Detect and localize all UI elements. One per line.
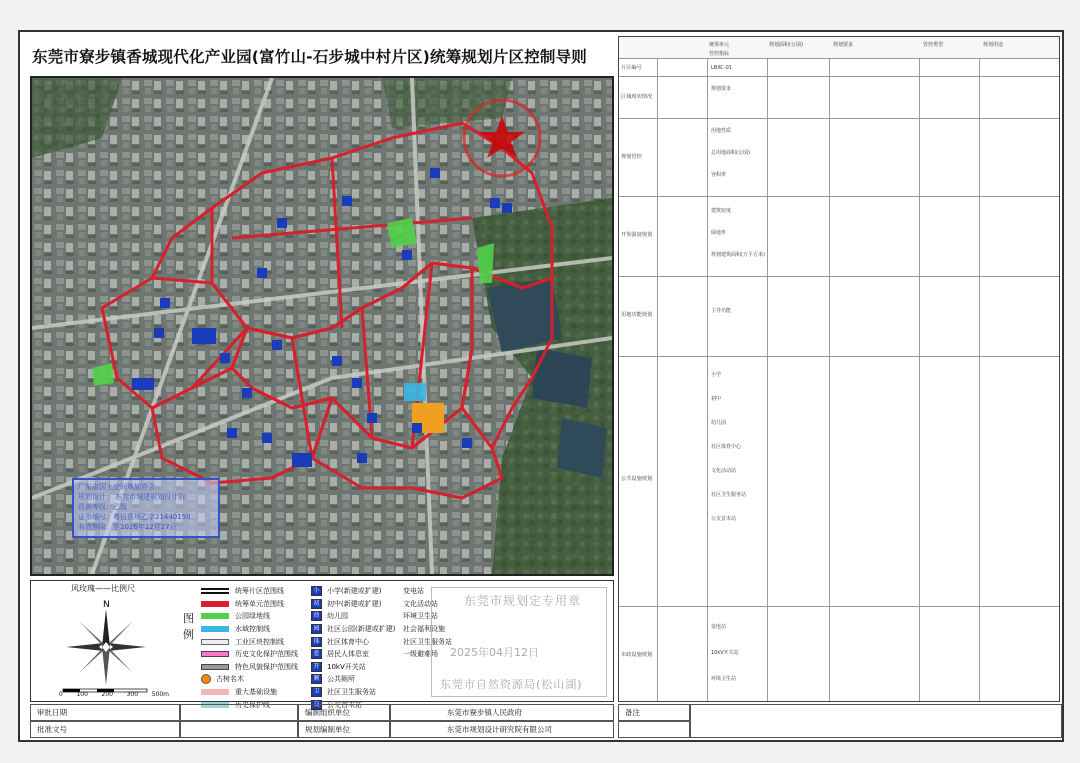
legend-item	[201, 648, 298, 661]
control-table	[618, 36, 1060, 702]
seal-date: 2025年04月12日	[450, 646, 539, 659]
seal-org: 东莞市自然资源局(松山湖)	[440, 678, 583, 691]
legend-item	[311, 686, 395, 699]
table-cell: 规划用途	[983, 42, 1004, 48]
remarks-text	[690, 704, 1062, 738]
table-cell: 10kV开关站	[711, 650, 739, 656]
legend-item	[311, 648, 395, 661]
table-cell: 公园绿地线	[235, 612, 270, 621]
table-cell: 规划建筑面积(万平方米)	[711, 252, 765, 258]
design-label: 规划编制单位	[298, 721, 390, 738]
table-row	[619, 59, 1059, 77]
table-cell: 社区卫生服务站	[711, 492, 747, 498]
table-cell: 社会福利设施	[403, 625, 445, 634]
table-cell: 环境卫生站	[711, 676, 737, 682]
table-cell: 历史保护线	[235, 700, 270, 709]
footer-table	[30, 704, 1062, 738]
legend-item	[201, 585, 298, 598]
table-cell: 公交首末站	[711, 516, 737, 522]
table-row	[619, 607, 1059, 702]
qualification-stamp	[72, 478, 220, 538]
table-cell: 水域控制线	[235, 625, 270, 634]
table-row	[619, 77, 1059, 119]
legend-title: 图例	[183, 612, 194, 641]
table-cell	[201, 639, 229, 645]
table-row	[619, 119, 1059, 197]
remarks-label-2	[618, 721, 690, 738]
table-cell: 社区公园(新建或扩建)	[327, 625, 396, 634]
table-cell: 重大基础设施	[235, 688, 277, 697]
scale-tick: 100	[76, 691, 88, 698]
table-cell: 社区卫生服务站	[327, 688, 376, 697]
legend-panel	[30, 580, 614, 709]
table-cell: 主导功能	[711, 308, 732, 314]
scale-ticks	[59, 691, 169, 698]
table-cell	[201, 689, 229, 695]
table-cell: 总用地面积(公顷)	[711, 150, 750, 156]
scale-tick: 500m	[151, 691, 169, 698]
stamp-line-5: 有效期限：至2026年12月27日	[78, 523, 177, 531]
table-cell: 社区卫生服务站	[403, 637, 452, 646]
stamp-line-4: 证书编号：粤自资规乙字21440150	[78, 513, 191, 521]
legend-item	[311, 661, 395, 674]
table-cell: 初中(新建或扩建)	[327, 599, 382, 608]
legend-item	[201, 635, 298, 648]
approve-date-label: 审批日期	[30, 704, 180, 721]
table-cell: 规划要求	[711, 86, 732, 92]
table-cell: 公共厕所	[327, 675, 355, 684]
table-cell: 市政设施规划	[621, 652, 653, 658]
table-cell: 息	[311, 649, 322, 659]
scale-tick: 300	[126, 691, 139, 698]
approval-seal	[431, 587, 607, 697]
table-cell: 园	[311, 624, 322, 634]
table-cell	[201, 601, 229, 607]
page-title: 东莞市寮步镇香城现代化产业园(富竹山-石步城中村片区)统筹规划片区控制导则	[32, 48, 588, 66]
table-cell: 管控类型	[923, 42, 944, 48]
table-cell: 建筑密度	[711, 208, 732, 214]
table-cell: 开	[311, 662, 322, 672]
table-cell: 绿地率	[711, 230, 727, 236]
table-cell: LBXC-01	[711, 65, 732, 71]
table-cell: 体	[311, 637, 322, 647]
table-cell: 统筹片区范围线	[235, 587, 284, 596]
table-cell: 规划要求	[833, 42, 854, 48]
legend-item	[201, 661, 298, 674]
legend-column-1	[201, 585, 298, 711]
table-cell	[201, 664, 229, 670]
legend-item	[311, 598, 395, 611]
table-cell: 变电站	[403, 587, 424, 596]
stamp-line-3: 资质等级：乙级	[78, 503, 127, 511]
remarks-label: 备注	[618, 704, 690, 721]
table-cell: 变电站	[711, 624, 727, 630]
table-cell: 幼	[311, 611, 322, 621]
legend-item	[311, 610, 395, 623]
table-cell: 开发强度规划	[621, 232, 653, 238]
table-row	[619, 197, 1059, 277]
table-cell: 小	[311, 586, 322, 596]
scale-label: 风玫瑰——比例尺	[71, 584, 135, 593]
table-cell: 管控指标	[709, 51, 730, 57]
table-row	[619, 357, 1059, 607]
table-cell: 工业区块控制线	[235, 637, 284, 646]
legend-item	[201, 686, 298, 699]
table-cell: 环境卫生站	[403, 612, 438, 621]
legend-item	[201, 610, 298, 623]
table-cell: 统筹单元范围线	[235, 599, 284, 608]
table-cell: 社区体育中心	[327, 637, 369, 646]
table-cell: 公共设施规划	[621, 476, 653, 482]
table-cell: 公交首末站	[327, 700, 362, 709]
table-cell: 卫	[311, 687, 322, 697]
legend-item	[311, 623, 395, 636]
stamp-line-1: 广东省国土空间规划协会	[78, 483, 155, 491]
legend-item	[201, 598, 298, 611]
approve-date-value	[180, 704, 298, 721]
table-cell: 交	[311, 700, 322, 710]
table-cell: 厕	[311, 674, 322, 684]
table-cell: 幼儿园	[711, 420, 727, 426]
table-cell	[201, 674, 211, 684]
org-label: 编制组织单位	[298, 704, 390, 721]
table-cell: 区域现状情况	[621, 94, 653, 100]
table-cell: 古树名木	[216, 675, 244, 684]
org-value: 东莞市寮步镇人民政府	[390, 704, 614, 721]
table-cell: 用地功能规划	[621, 312, 653, 318]
table-cell: 初	[311, 599, 322, 609]
table-cell	[201, 651, 229, 657]
stamp-line-2: 规划设计： 东莞市城建规划设计院	[78, 493, 186, 501]
table-cell: 文化活动站	[711, 468, 737, 474]
table-cell	[201, 588, 229, 594]
scale-tick: 0	[59, 691, 63, 698]
table-cell: 一级避难场	[403, 650, 438, 659]
legend-item	[201, 673, 298, 686]
table-cell: 社区体育中心	[711, 444, 742, 450]
table-cell: 片区编号	[621, 65, 642, 71]
compass-rose-icon	[51, 597, 161, 697]
approve-no-value	[180, 721, 298, 738]
table-cell: 规划管控	[621, 154, 642, 160]
table-cell: 小学	[711, 372, 722, 378]
plan-sheet	[18, 30, 1064, 742]
table-cell: 幼儿园	[327, 612, 348, 621]
table-cell: 用地性质	[711, 128, 732, 134]
legend-item	[311, 585, 395, 598]
table-cell: 初中	[711, 396, 722, 402]
table-cell: 统筹单元	[709, 42, 730, 48]
table-cell: 居民人体息室	[327, 650, 369, 659]
table-cell: 容积率	[711, 172, 727, 178]
table-cell: 文化活动站	[403, 599, 438, 608]
legend-item	[311, 635, 395, 648]
compass-north-label: N	[103, 600, 110, 610]
table-cell	[201, 613, 229, 619]
seal-text: 东莞市规划定专用章	[464, 594, 582, 608]
table-row	[619, 277, 1059, 357]
design-value: 东莞市规划设计研究院有限公司	[390, 721, 614, 738]
table-cell: 10kV开关站	[327, 662, 366, 671]
aerial-map[interactable]	[30, 76, 614, 576]
table-cell: 规划面积(公顷)	[769, 42, 803, 48]
table-cell	[201, 626, 229, 632]
table-cell: 历史文化保护范围线	[235, 650, 298, 659]
legend-item	[311, 673, 395, 686]
table-cell: 小学(新建或扩建)	[327, 587, 382, 596]
table-header-row	[619, 37, 1059, 59]
scale-tick: 200	[101, 691, 113, 698]
legend-item	[201, 623, 298, 636]
approve-no-label: 批准文号	[30, 721, 180, 738]
legend-column-2	[311, 585, 395, 711]
table-cell: 特色风貌保护范围线	[235, 662, 298, 671]
